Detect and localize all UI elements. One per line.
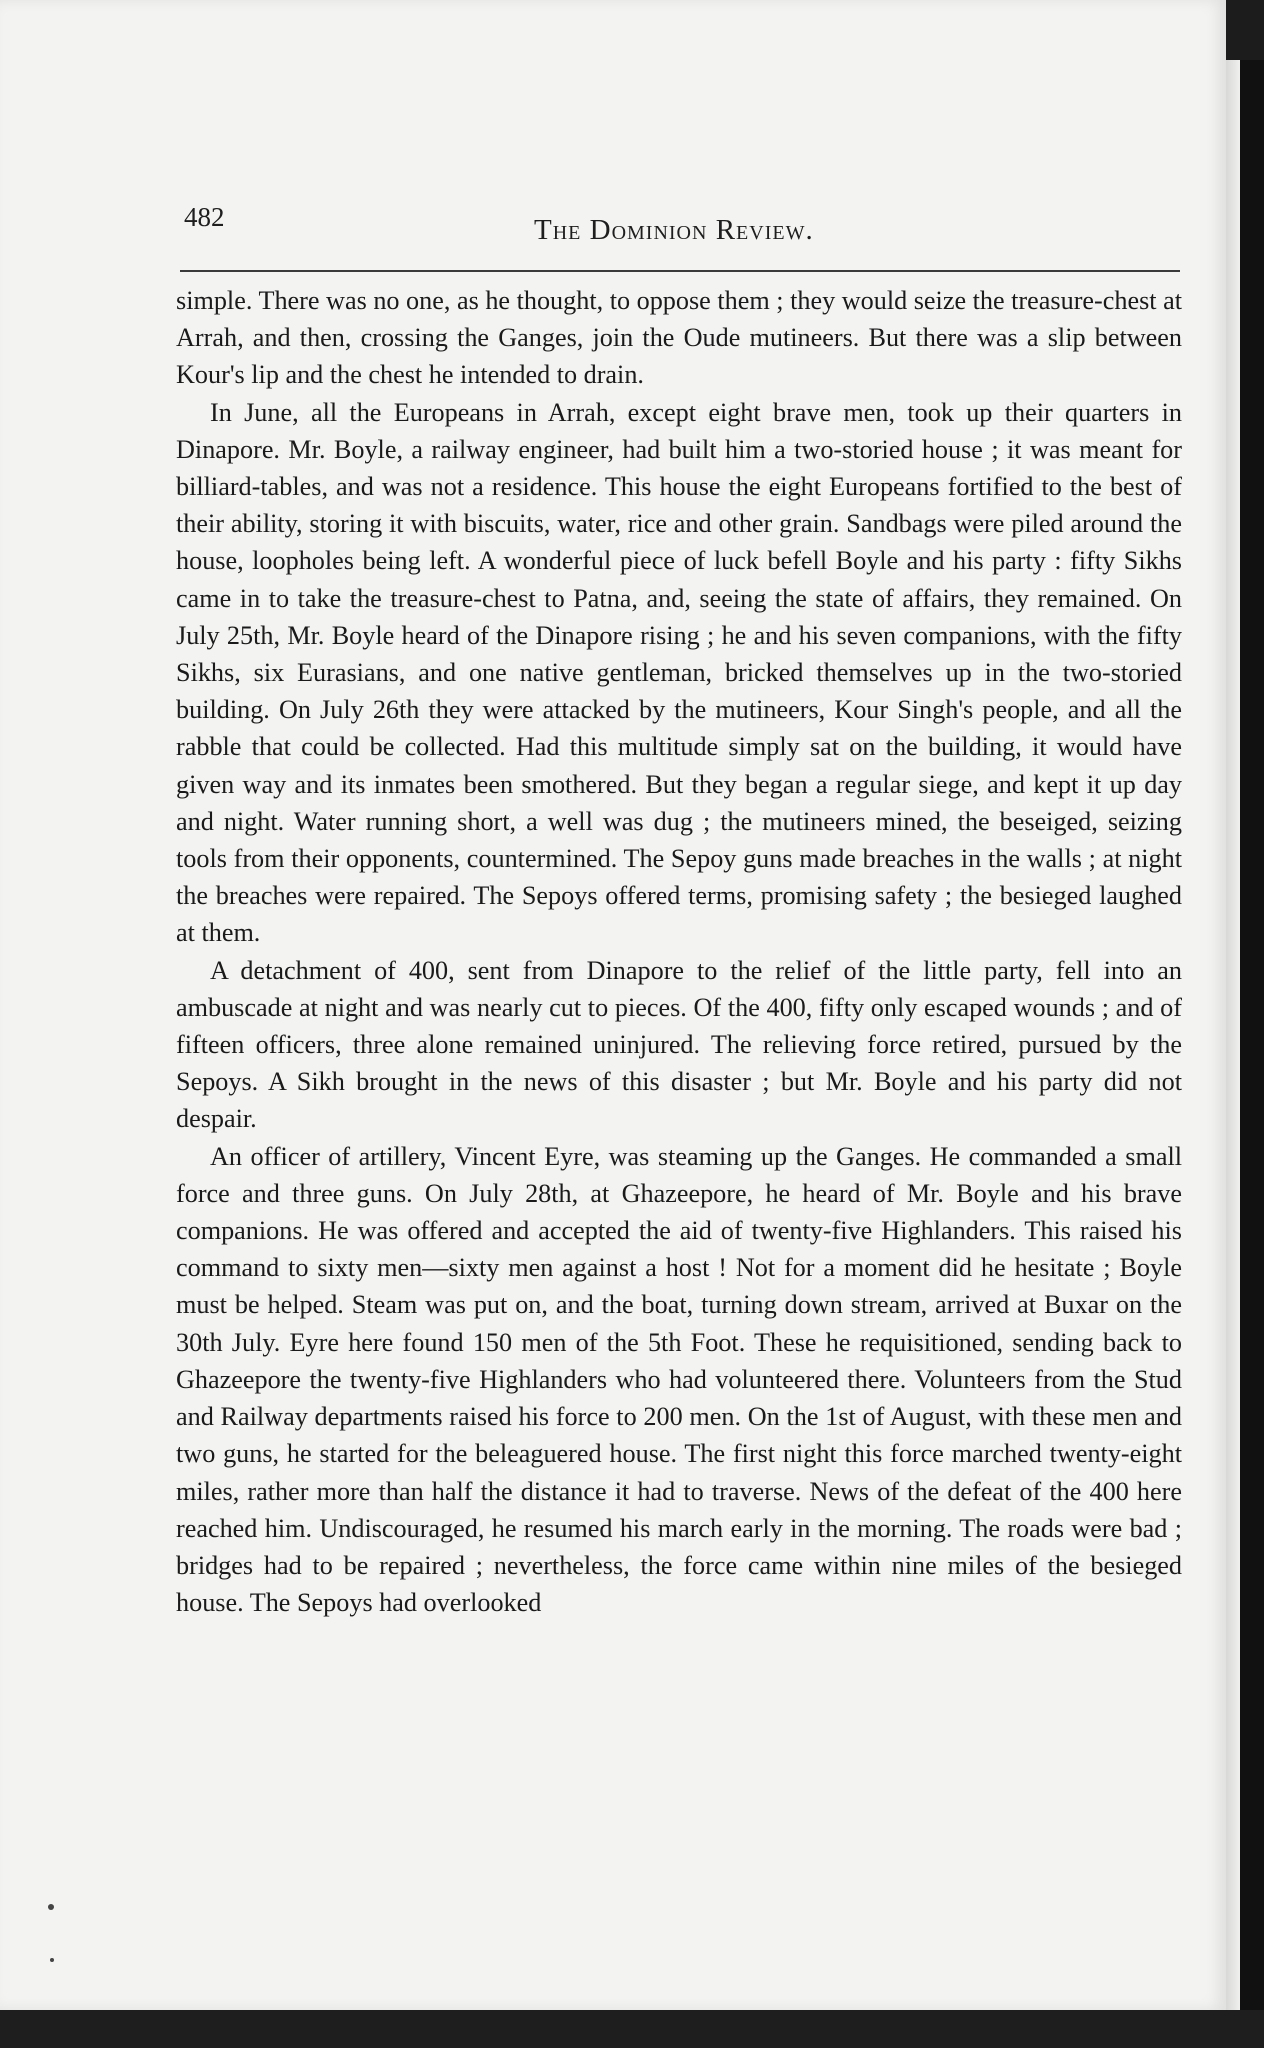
running-title: The Dominion Review.	[534, 214, 814, 246]
page-header	[184, 202, 1184, 252]
paragraph: simple. There was no one, as he thought, to oppose them ; they would seize the treasure-chest at Arrah, and then, crossing the Ganges, join the Oude mutineers. But there was a slip between Kour's lip and the chest he intended to drain.	[176, 286, 1183, 390]
header-rule	[180, 270, 1180, 272]
paragraph: In June, all the Europeans in Arrah, except eight brave men, took up their quarters in Dinapore. Mr. Boyle, a railway engineer, had built him a two-storied house ; it was meant for billiard-tables, and was not a residence. This house the eight Europeans fortified to the best of their ability, storing it with biscuits, water, rice and other grain. Sandbags were piled around the house, loopholes being left. A wonderful piece of luck befell Boyle and his party : fifty Sikhs came in to take the treasure-chest to Patna, and, seeing the state of affairs, they remained. On July 25th, Mr. Boyle heard of the Dinapore rising ; he and his seven companions, with the fifty Sikhs, six Eurasians, and one native gentleman, bricked themselves up in the two-storied building. On July 26th they were attacked by the mutineers, Kour Singh's people, and all the rabble that could be collected. Had this multitude simply sat on the building, it would have given way and its inmates been smothered. But they began a regular siege, and kept it up day and night. Water running short, a well was dug ; the mutineers mined, the beseiged, seizing tools from their opponents, countermined. The Sepoy guns made breaches in the walls ; at night the breaches were repaired. The Sepoys offered terms, promising safety ; the besieged laughed at them.	[176, 397, 1182, 948]
book-spine	[1240, 60, 1264, 2010]
body-text	[176, 282, 1182, 1621]
ink-speck	[50, 1958, 54, 1962]
scan-border	[0, 2010, 1264, 2048]
ink-speck	[48, 1904, 54, 1910]
paragraph: A detachment of 400, sent from Dinapore to the relief of the little party, fell into an ambuscade at night and was nearly cut to pieces. Of the 400, fifty only escaped wounds ; and of fifteen officers, three alone remained uninjured. The relieving force retired, pursued by the Sepoys. A Sikh brought in the news of this disaster ; but Mr. Boyle and his party did not despair.	[176, 955, 1182, 1134]
page-number: 482	[184, 202, 225, 232]
page-edge	[1226, 60, 1240, 2010]
paragraph: An officer of artillery, Vincent Eyre, was steaming up the Ganges. He commanded a small force and three guns. On July 28th, at Ghazeepore, he heard of Mr. Boyle and his brave companions. He was offered and accepted the aid of twenty-five Highlanders. This raised his command to sixty men—sixty men against a host ! Not for a moment did he hesitate ; Boyle must be helped. Steam was put on, and the boat, turning down stream, arrived at Buxar on the 30th July. Eyre here found 150 men of the 5th Foot. These he requisitioned, sending back to Ghazeepore the twenty-five Highlanders who had volunteered there. Volunteers from the Stud and Railway departments raised his force to 200 men. On the 1st of August, with these men and two guns, he started for the beleaguered house. The first night this force marched twenty-eight miles, rather more than half the distance it had to traverse. News of the defeat of the 400 here reached him. Undiscouraged, he resumed his march early in the morning. The roads were bad ; bridges had to be repaired ; nevertheless, the force came within nine miles of the besieged house. The Sepoys had overlooked	[176, 1141, 1182, 1618]
